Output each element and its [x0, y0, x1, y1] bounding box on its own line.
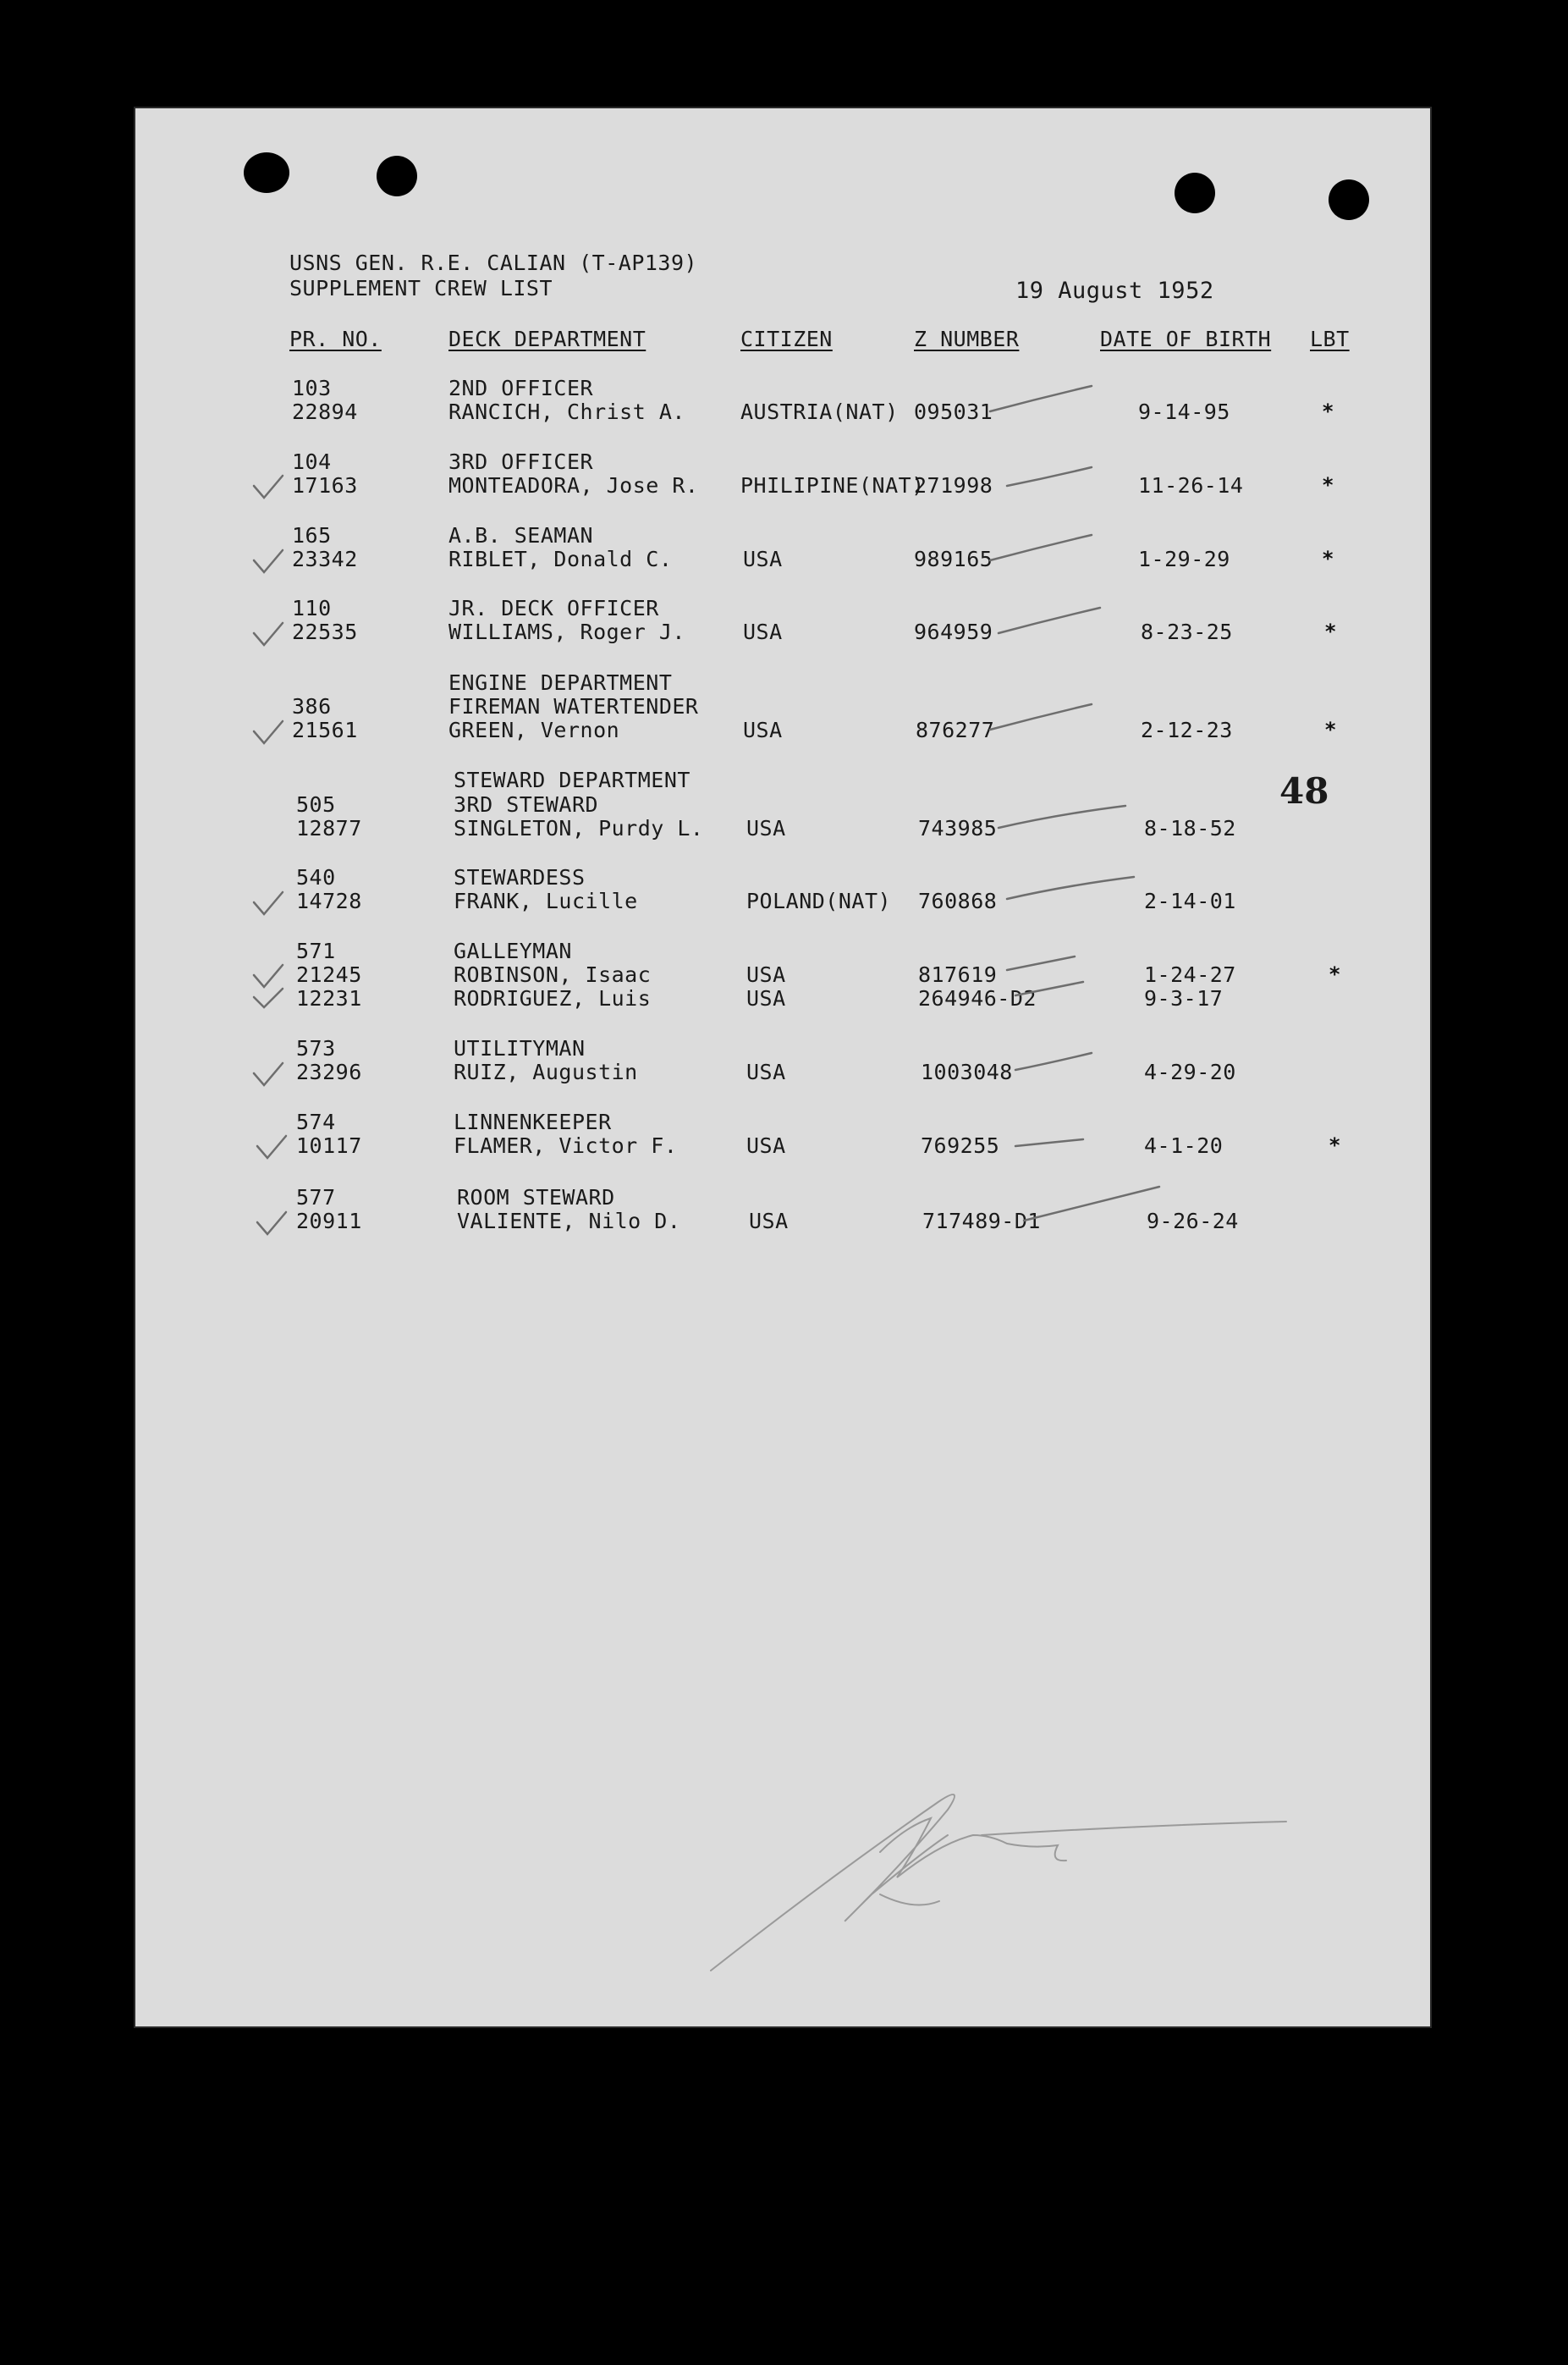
lbt-mark: * [1329, 1133, 1341, 1157]
check-mark [254, 892, 283, 914]
check-mark [254, 989, 283, 1007]
pr-number: 505 [296, 792, 336, 817]
book-number: 17163 [292, 473, 358, 498]
crew-name: FRANK, Lucille [454, 889, 638, 913]
crew-name: RIBLET, Donald C. [448, 547, 673, 571]
z-number: 769255 [921, 1133, 1000, 1158]
crew-name: ROBINSON, Isaac [454, 962, 652, 987]
book-number: 21245 [296, 962, 362, 987]
crew-name: MONTEADORA, Jose R. [448, 473, 699, 498]
date-of-birth: 4-1-20 [1144, 1133, 1224, 1158]
check-mark [254, 721, 283, 743]
pr-number: 110 [292, 596, 332, 620]
crew-name: SINGLETON, Purdy L. [454, 816, 704, 841]
pr-number: 386 [292, 694, 332, 719]
check-mark [254, 965, 283, 987]
citizen: USA [743, 718, 783, 742]
pr-number: 165 [292, 523, 332, 548]
z-number: 264946-D2 [918, 986, 1037, 1011]
crew-name: VALIENTE, Nilo D. [457, 1209, 681, 1233]
crew-name: RODRIGUEZ, Luis [454, 986, 652, 1011]
column-header-z-number: Z NUMBER [914, 327, 1020, 351]
rank: UTILITYMAN [454, 1036, 586, 1061]
book-number: 22535 [292, 620, 358, 644]
pencil-stroke [999, 806, 1125, 828]
citizen: USA [746, 986, 786, 1011]
z-number: 743985 [918, 816, 998, 841]
date-of-birth: 9-14-95 [1138, 400, 1230, 424]
rank: 3RD STEWARD [454, 792, 599, 817]
date-of-birth: 8-18-52 [1144, 816, 1236, 841]
z-number: 271998 [914, 473, 993, 498]
check-mark [257, 1136, 286, 1158]
citizen: USA [746, 816, 786, 841]
rank: JR. DECK OFFICER [448, 596, 659, 620]
pencil-stroke [1015, 1053, 1092, 1070]
book-number: 23296 [296, 1060, 362, 1084]
list-title: SUPPLEMENT CREW LIST [289, 276, 553, 300]
pencil-stroke [990, 386, 1092, 411]
date-of-birth: 1-29-29 [1138, 547, 1230, 571]
department-heading: STEWARD DEPARTMENT [454, 768, 690, 792]
rank: 2ND OFFICER [448, 376, 594, 400]
column-header-department: DECK DEPARTMENT [448, 327, 646, 351]
lbt-mark: * [1324, 718, 1337, 741]
date-of-birth: 1-24-27 [1144, 962, 1236, 987]
lbt-mark: * [1324, 620, 1337, 643]
book-number: 14728 [296, 889, 362, 913]
column-header-date-of-birth: DATE OF BIRTH [1100, 327, 1272, 351]
pr-number: 104 [292, 449, 332, 474]
pencil-stroke [990, 535, 1092, 560]
citizen: USA [746, 962, 786, 987]
citizen: USA [743, 547, 783, 571]
lbt-mark: * [1322, 400, 1334, 423]
column-header-citizen: CITIZEN [740, 327, 833, 351]
z-number: 760868 [918, 889, 998, 913]
pencil-stroke [990, 704, 1092, 730]
book-number: 10117 [296, 1133, 362, 1158]
pr-number: 103 [292, 376, 332, 400]
pencil-stroke [1015, 982, 1083, 995]
book-number: 12877 [296, 816, 362, 841]
crew-name: WILLIAMS, Roger J. [448, 620, 685, 644]
pencil-stroke [1024, 1187, 1159, 1221]
rank: LINNENKEEPER [454, 1110, 612, 1134]
check-mark [254, 623, 283, 645]
rank: STEWARDESS [454, 865, 586, 890]
ship-name: USNS GEN. R.E. CALIAN (T-AP139) [289, 251, 698, 275]
date-of-birth: 2-12-23 [1141, 718, 1233, 742]
date-of-birth: 8-23-25 [1141, 620, 1233, 644]
lbt-mark: * [1322, 473, 1334, 497]
date-of-birth: 4-29-20 [1144, 1060, 1236, 1084]
pr-number: 540 [296, 865, 336, 890]
crew-name: FLAMER, Victor F. [454, 1133, 678, 1158]
z-number: 1003048 [921, 1060, 1013, 1084]
check-mark [254, 1063, 283, 1085]
pencil-stroke [1015, 1139, 1083, 1146]
signature [711, 1794, 1286, 1971]
pencil-stroke [1007, 956, 1075, 970]
citizen: PHILIPINE(NAT) [740, 473, 925, 498]
book-number: 20911 [296, 1209, 362, 1233]
z-number: 964959 [914, 620, 993, 644]
citizen: USA [746, 1133, 786, 1158]
column-header-pr-no: PR. NO. [289, 327, 382, 351]
book-number: 12231 [296, 986, 362, 1011]
citizen: POLAND(NAT) [746, 889, 892, 913]
z-number: 717489-D1 [922, 1209, 1041, 1233]
citizen: USA [743, 620, 783, 644]
z-number: 095031 [914, 400, 993, 424]
pr-number: 573 [296, 1036, 336, 1061]
z-number: 817619 [918, 962, 998, 987]
date-of-birth: 11-26-14 [1138, 473, 1244, 498]
date-of-birth: 2-14-01 [1144, 889, 1236, 913]
page-number: 48 [1279, 770, 1329, 812]
pencil-stroke [1007, 877, 1134, 899]
check-mark [257, 1212, 286, 1234]
book-number: 22894 [292, 400, 358, 424]
book-number: 21561 [292, 718, 358, 742]
list-date: 19 August 1952 [1015, 278, 1214, 304]
crew-name: RANCICH, Christ A. [448, 400, 685, 424]
crew-name: RUIZ, Augustin [454, 1060, 638, 1084]
pencil-stroke [1007, 467, 1092, 486]
rank: ROOM STEWARD [457, 1185, 615, 1210]
rank: A.B. SEAMAN [448, 523, 594, 548]
column-header-lbt: LBT [1310, 327, 1350, 351]
citizen: AUSTRIA(NAT) [740, 400, 899, 424]
check-mark [254, 550, 283, 572]
date-of-birth: 9-3-17 [1144, 986, 1224, 1011]
pencil-stroke [999, 608, 1100, 633]
lbt-mark: * [1322, 547, 1334, 571]
crew-name: GREEN, Vernon [448, 718, 620, 742]
citizen: USA [746, 1060, 786, 1084]
citizen: USA [749, 1209, 789, 1233]
pr-number: 574 [296, 1110, 336, 1134]
pr-number: 571 [296, 939, 336, 963]
rank: GALLEYMAN [454, 939, 572, 963]
z-number: 989165 [914, 547, 993, 571]
lbt-mark: * [1329, 962, 1341, 986]
check-mark [254, 476, 283, 498]
department-heading: ENGINE DEPARTMENT [448, 670, 673, 695]
book-number: 23342 [292, 547, 358, 571]
rank: 3RD OFFICER [448, 449, 594, 474]
rank: FIREMAN WATERTENDER [448, 694, 699, 719]
date-of-birth: 9-26-24 [1147, 1209, 1239, 1233]
z-number: 876277 [916, 718, 995, 742]
pr-number: 577 [296, 1185, 336, 1210]
pencil-annotations [135, 108, 1430, 2026]
document-page [135, 108, 1430, 2026]
